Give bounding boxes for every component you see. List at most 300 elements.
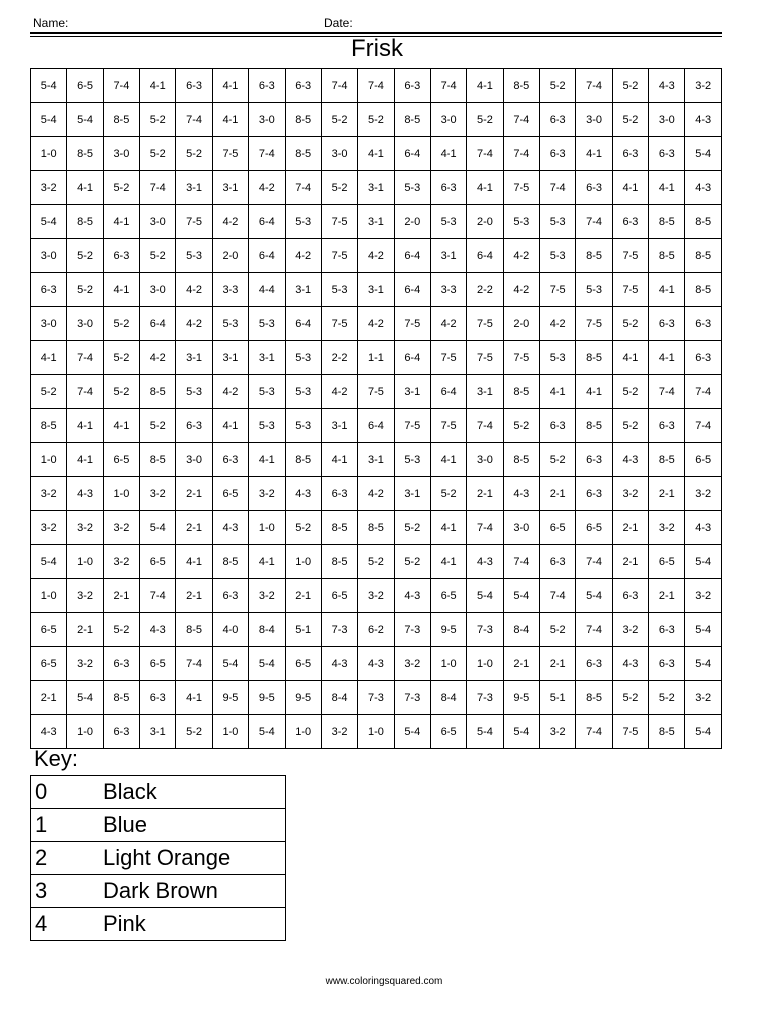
grid-cell: 7-4 [176,647,212,681]
grid-cell: 5-4 [31,69,67,103]
grid-cell: 3-0 [67,307,103,341]
grid-cell: 6-5 [103,443,139,477]
grid-cell: 5-3 [540,205,576,239]
grid-cell: 3-2 [67,647,103,681]
grid-cell: 6-5 [576,511,612,545]
grid-cell: 6-5 [212,477,248,511]
grid-cell: 4-3 [612,647,648,681]
grid-cell: 2-1 [285,579,321,613]
grid-cell: 6-5 [430,715,466,749]
grid-cell: 6-3 [103,647,139,681]
grid-cell: 6-3 [249,69,285,103]
grid-cell: 7-5 [612,715,648,749]
grid-cell: 5-4 [31,103,67,137]
grid-cell: 7-4 [649,375,685,409]
grid-cell: 3-0 [103,137,139,171]
grid-cell: 7-4 [103,69,139,103]
grid-cell: 3-1 [358,171,394,205]
grid-cell: 3-2 [358,579,394,613]
grid-cell: 5-4 [67,681,103,715]
grid-cell: 5-3 [540,239,576,273]
grid-cell: 4-3 [212,511,248,545]
grid-cell: 7-4 [576,69,612,103]
grid-cell: 7-5 [540,273,576,307]
grid-cell: 8-5 [285,137,321,171]
grid-cell: 4-1 [467,171,503,205]
grid-cell: 4-3 [285,477,321,511]
grid-cell: 8-4 [249,613,285,647]
grid-cell: 6-3 [576,171,612,205]
grid-cell: 7-5 [321,239,357,273]
grid-cell: 8-5 [103,103,139,137]
grid-cell: 3-2 [103,511,139,545]
grid-cell: 5-4 [249,647,285,681]
grid-cell: 6-4 [467,239,503,273]
grid-cell: 6-3 [31,273,67,307]
grid-cell: 3-0 [321,137,357,171]
grid-cell: 8-5 [321,545,357,579]
key-number: 2 [31,842,104,875]
grid-cell: 3-0 [503,511,539,545]
grid-cell: 3-2 [67,511,103,545]
grid-cell: 3-2 [103,545,139,579]
grid-cell: 3-1 [285,273,321,307]
grid-cell: 5-3 [212,307,248,341]
grid-cell: 6-4 [394,137,430,171]
key-row [31,875,286,908]
grid-cell: 5-1 [285,613,321,647]
grid-cell: 6-3 [430,171,466,205]
grid-cell: 3-3 [212,273,248,307]
grid-row [31,681,722,715]
grid-cell: 7-5 [321,205,357,239]
grid-cell: 4-1 [540,375,576,409]
grid-cell: 6-3 [649,409,685,443]
grid-cell: 5-3 [430,205,466,239]
grid-cell: 3-2 [685,69,722,103]
grid-cell: 6-4 [430,375,466,409]
key-color-name: Black [103,776,286,809]
grid-cell: 5-2 [103,613,139,647]
grid-cell: 8-5 [685,205,722,239]
grid-cell: 8-5 [67,205,103,239]
grid-cell: 5-2 [612,681,648,715]
grid-cell: 4-2 [212,205,248,239]
grid-cell: 4-1 [212,69,248,103]
grid-cell: 3-1 [394,375,430,409]
grid-cell: 5-3 [285,205,321,239]
grid-cell: 4-1 [649,341,685,375]
grid-cell: 2-2 [467,273,503,307]
grid-cell: 4-3 [685,171,722,205]
grid-cell: 5-3 [249,307,285,341]
grid-cell: 5-2 [612,409,648,443]
grid-cell: 2-1 [103,579,139,613]
grid-cell: 3-1 [358,443,394,477]
grid-cell: 7-5 [394,409,430,443]
date-label: Date: [324,16,353,30]
grid-row [31,307,722,341]
grid-cell: 5-4 [467,715,503,749]
grid-row [31,239,722,273]
grid-cell: 3-0 [649,103,685,137]
key-table [30,775,286,941]
grid-row [31,103,722,137]
grid-cell: 5-4 [212,647,248,681]
grid-cell: 5-4 [576,579,612,613]
grid-cell: 5-4 [503,715,539,749]
grid-cell: 6-3 [649,137,685,171]
key-row [31,776,286,809]
grid-cell: 6-5 [67,69,103,103]
grid-cell: 7-3 [321,613,357,647]
grid-cell: 8-5 [285,103,321,137]
grid-cell: 5-3 [540,341,576,375]
grid-cell: 8-5 [649,239,685,273]
grid-cell: 4-1 [212,409,248,443]
grid-cell: 4-1 [576,137,612,171]
grid-cell: 5-2 [103,171,139,205]
grid-cell: 5-3 [176,375,212,409]
grid-cell: 6-3 [103,715,139,749]
grid-cell: 4-2 [212,375,248,409]
grid-cell: 4-1 [649,273,685,307]
grid-cell: 5-4 [685,613,722,647]
grid-cell: 2-1 [540,477,576,511]
grid-cell: 7-4 [467,137,503,171]
grid-cell: 8-5 [212,545,248,579]
grid-cell: 6-4 [249,239,285,273]
grid-cell: 5-2 [540,443,576,477]
name-label: Name: [33,16,69,30]
grid-cell: 7-3 [467,681,503,715]
grid-cell: 2-0 [394,205,430,239]
grid-cell: 7-5 [467,307,503,341]
grid-cell: 3-0 [176,443,212,477]
grid-cell: 8-5 [576,409,612,443]
grid-cell: 9-5 [249,681,285,715]
grid-cell: 9-5 [212,681,248,715]
grid-cell: 7-5 [612,273,648,307]
grid-cell: 5-3 [503,205,539,239]
grid-cell: 5-3 [285,341,321,375]
grid-cell: 7-4 [467,511,503,545]
grid-row [31,205,722,239]
grid-cell: 4-1 [321,443,357,477]
grid-cell: 7-4 [685,375,722,409]
grid-cell: 6-5 [685,443,722,477]
grid-cell: 6-3 [212,579,248,613]
grid-cell: 6-3 [140,681,176,715]
math-grid [30,68,722,749]
grid-cell: 5-1 [540,681,576,715]
grid-cell: 2-1 [612,545,648,579]
grid-cell: 7-4 [430,69,466,103]
grid-cell: 3-2 [540,715,576,749]
grid-row [31,341,722,375]
grid-cell: 6-3 [540,103,576,137]
grid-cell: 1-0 [67,545,103,579]
grid-cell: 5-3 [394,443,430,477]
grid-cell: 6-3 [576,477,612,511]
grid-cell: 6-3 [576,647,612,681]
grid-cell: 4-1 [67,171,103,205]
grid-cell: 5-2 [140,103,176,137]
grid-cell: 4-3 [394,579,430,613]
grid-cell: 7-5 [430,341,466,375]
key-color-name: Blue [103,809,286,842]
grid-cell: 4-1 [176,681,212,715]
key-number: 0 [31,776,104,809]
grid-cell: 5-3 [249,375,285,409]
grid-cell: 5-2 [540,613,576,647]
grid-cell: 5-2 [103,341,139,375]
grid-cell: 5-4 [685,647,722,681]
grid-cell: 4-1 [176,545,212,579]
grid-cell: 3-0 [31,307,67,341]
grid-cell: 6-3 [612,205,648,239]
grid-cell: 4-2 [176,307,212,341]
grid-cell: 7-4 [67,375,103,409]
grid-cell: 7-3 [467,613,503,647]
grid-cell: 6-2 [358,613,394,647]
grid-cell: 7-5 [467,341,503,375]
grid-cell: 1-0 [285,545,321,579]
grid-cell: 5-2 [67,273,103,307]
grid-cell: 4-2 [285,239,321,273]
grid-cell: 7-5 [394,307,430,341]
grid-cell: 8-5 [685,239,722,273]
grid-cell: 3-1 [212,341,248,375]
grid-cell: 5-4 [467,579,503,613]
grid-cell: 2-1 [67,613,103,647]
grid-cell: 5-2 [176,137,212,171]
grid-cell: 8-5 [394,103,430,137]
grid-cell: 6-4 [285,307,321,341]
grid-row [31,647,722,681]
grid-cell: 4-3 [467,545,503,579]
grid-cell: 3-1 [249,341,285,375]
grid-cell: 4-2 [358,477,394,511]
key-number: 4 [31,908,104,941]
grid-cell: 4-3 [358,647,394,681]
key-color-name: Light Orange [103,842,286,875]
grid-cell: 4-3 [31,715,67,749]
grid-cell: 7-5 [503,171,539,205]
grid-row [31,171,722,205]
grid-row [31,477,722,511]
grid-cell: 7-3 [394,613,430,647]
grid-cell: 7-4 [503,103,539,137]
grid-cell: 8-5 [103,681,139,715]
grid-cell: 1-1 [358,341,394,375]
grid-cell: 7-4 [503,545,539,579]
key-color-name: Pink [103,908,286,941]
grid-cell: 6-3 [540,545,576,579]
grid-cell: 7-4 [540,171,576,205]
grid-cell: 5-4 [249,715,285,749]
grid-cell: 6-3 [576,443,612,477]
grid-cell: 6-5 [31,647,67,681]
grid-row [31,375,722,409]
grid-cell: 8-4 [430,681,466,715]
grid-cell: 4-2 [503,239,539,273]
grid-cell: 3-2 [685,477,722,511]
grid-cell: 5-2 [67,239,103,273]
grid-cell: 8-5 [321,511,357,545]
grid-cell: 6-5 [31,613,67,647]
grid-cell: 2-1 [649,579,685,613]
grid-cell: 5-3 [321,273,357,307]
grid-row [31,511,722,545]
grid-cell: 4-1 [31,341,67,375]
grid-cell: 7-4 [285,171,321,205]
grid-cell: 6-3 [176,69,212,103]
grid-cell: 4-1 [430,511,466,545]
grid-cell: 1-0 [358,715,394,749]
grid-cell: 4-3 [321,647,357,681]
grid-cell: 4-2 [249,171,285,205]
grid-cell: 6-5 [540,511,576,545]
grid-cell: 2-2 [321,341,357,375]
grid-cell: 5-2 [358,545,394,579]
grid-cell: 5-2 [321,103,357,137]
grid-cell: 8-5 [503,443,539,477]
grid-cell: 8-5 [649,715,685,749]
grid-cell: 8-5 [358,511,394,545]
grid-cell: 3-0 [140,205,176,239]
grid-cell: 4-3 [503,477,539,511]
grid-cell: 6-3 [540,137,576,171]
page-title: Frisk [351,35,403,62]
grid-cell: 2-1 [176,477,212,511]
grid-cell: 3-0 [430,103,466,137]
grid-cell: 4-1 [140,69,176,103]
grid-cell: 5-3 [394,171,430,205]
grid-cell: 4-1 [103,205,139,239]
grid-cell: 3-1 [176,341,212,375]
grid-cell: 1-0 [285,715,321,749]
grid-cell: 5-2 [503,409,539,443]
grid-cell: 4-1 [430,137,466,171]
grid-cell: 6-3 [103,239,139,273]
grid-cell: 3-2 [394,647,430,681]
footer-url: www.coloringsquared.com [325,976,443,987]
grid-cell: 1-0 [31,443,67,477]
grid-cell: 4-3 [612,443,648,477]
grid-cell: 5-4 [140,511,176,545]
grid-cell: 9-5 [430,613,466,647]
grid-cell: 3-0 [467,443,503,477]
grid-cell: 6-4 [394,341,430,375]
key-number: 3 [31,875,104,908]
grid-cell: 1-0 [31,579,67,613]
grid-cell: 4-2 [430,307,466,341]
grid-cell: 3-2 [140,477,176,511]
grid-cell: 6-3 [649,613,685,647]
grid-cell: 7-4 [249,137,285,171]
grid-cell: 3-1 [358,205,394,239]
grid-row [31,715,722,749]
grid-row [31,69,722,103]
grid-cell: 8-5 [576,681,612,715]
grid-cell: 2-1 [176,579,212,613]
grid-cell: 4-1 [649,171,685,205]
grid-cell: 7-4 [467,409,503,443]
key-number: 1 [31,809,104,842]
grid-cell: 3-2 [685,579,722,613]
grid-cell: 1-0 [430,647,466,681]
grid-cell: 7-5 [212,137,248,171]
grid-row [31,579,722,613]
grid-row [31,443,722,477]
grid-cell: 6-5 [430,579,466,613]
grid-cell: 7-5 [430,409,466,443]
grid-cell: 4-0 [212,613,248,647]
grid-cell: 6-5 [140,647,176,681]
grid-cell: 8-5 [67,137,103,171]
grid-cell: 3-0 [249,103,285,137]
grid-cell: 7-5 [576,307,612,341]
grid-cell: 4-2 [358,239,394,273]
grid-cell: 3-2 [685,681,722,715]
grid-cell: 4-1 [430,443,466,477]
grid-cell: 4-3 [67,477,103,511]
grid-cell: 6-3 [540,409,576,443]
grid-cell: 2-1 [176,511,212,545]
grid-cell: 4-2 [358,307,394,341]
grid-cell: 7-4 [67,341,103,375]
grid-cell: 5-2 [176,715,212,749]
grid-cell: 8-5 [176,613,212,647]
grid-cell: 3-2 [612,613,648,647]
grid-cell: 6-3 [649,307,685,341]
grid-cell: 4-1 [103,273,139,307]
grid-cell: 3-2 [612,477,648,511]
grid-cell: 4-1 [249,545,285,579]
grid-cell: 5-4 [685,715,722,749]
grid-cell: 7-4 [685,409,722,443]
grid-cell: 7-4 [576,205,612,239]
grid-cell: 4-3 [685,511,722,545]
grid-cell: 7-5 [612,239,648,273]
grid-cell: 1-0 [67,715,103,749]
grid-cell: 5-2 [321,171,357,205]
grid-cell: 5-2 [430,477,466,511]
grid-cell: 6-3 [612,137,648,171]
grid-row [31,613,722,647]
grid-cell: 7-5 [176,205,212,239]
grid-cell: 7-4 [576,545,612,579]
grid-cell: 4-1 [576,375,612,409]
grid-cell: 4-1 [212,103,248,137]
grid-cell: 3-2 [321,715,357,749]
grid-cell: 6-3 [394,69,430,103]
grid-cell: 5-3 [285,409,321,443]
grid-cell: 6-3 [649,647,685,681]
grid-cell: 6-3 [285,69,321,103]
grid-cell: 3-2 [31,511,67,545]
grid-cell: 5-2 [612,103,648,137]
grid-cell: 3-1 [394,477,430,511]
grid-cell: 4-1 [612,341,648,375]
grid-cell: 2-1 [612,511,648,545]
grid-cell: 3-2 [31,477,67,511]
grid-cell: 5-2 [612,375,648,409]
key-row [31,908,286,941]
grid-cell: 4-2 [503,273,539,307]
grid-cell: 2-1 [540,647,576,681]
